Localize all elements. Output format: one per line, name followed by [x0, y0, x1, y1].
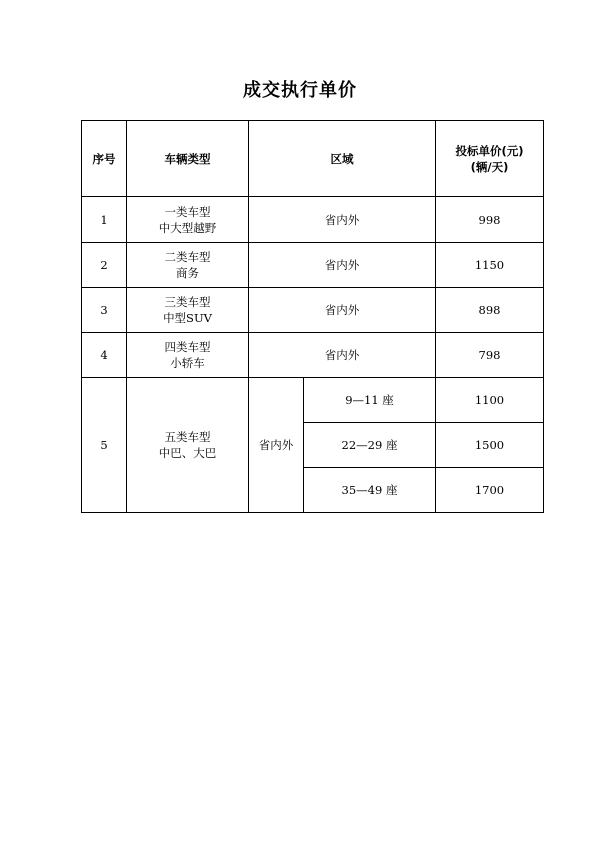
- vehicle-type-line2: 小轿车: [170, 356, 205, 370]
- price-table: [81, 120, 544, 513]
- row-price: 798: [436, 333, 544, 378]
- row-vehicle-type: [127, 333, 249, 378]
- row-price: 1700: [436, 468, 544, 513]
- row-index: 2: [82, 243, 127, 288]
- table-row: [82, 288, 544, 333]
- header-vehicle-type: 车辆类型: [127, 121, 249, 197]
- page-title: 成交执行单价: [243, 80, 357, 101]
- row-vehicle-type: [127, 197, 249, 243]
- vehicle-type-line2: 中巴、大巴: [158, 446, 217, 460]
- seat-range: 9—11 座: [304, 378, 436, 423]
- table-row: [82, 197, 544, 243]
- row-region: 省内外: [249, 197, 436, 243]
- row-price: 1100: [436, 378, 544, 423]
- table-row: [82, 378, 544, 423]
- row-price: 1150: [436, 243, 544, 288]
- row-index: 3: [82, 288, 127, 333]
- row-region: 省内外: [249, 333, 436, 378]
- seat-range: 35—49 座: [304, 468, 436, 513]
- row-index: 1: [82, 197, 127, 243]
- table-row: [82, 243, 544, 288]
- row-region: 省内外: [249, 288, 436, 333]
- group-region: 省内外: [249, 378, 304, 513]
- vehicle-type-line1: 三类车型: [164, 295, 211, 309]
- group-index: 5: [82, 378, 127, 513]
- row-region: 省内外: [249, 243, 436, 288]
- table-header-row: [82, 121, 544, 197]
- vehicle-type-line1: 四类车型: [164, 340, 211, 354]
- row-price: 1500: [436, 423, 544, 468]
- vehicle-type-line1: 五类车型: [164, 430, 211, 444]
- row-vehicle-type: [127, 288, 249, 333]
- vehicle-type-line1: 一类车型: [164, 204, 211, 219]
- header-price-line2: (辆/天): [470, 159, 509, 174]
- header-price: [436, 121, 544, 197]
- group-vehicle-type: [127, 378, 249, 513]
- header-price-line1: 投标单价(元): [455, 143, 524, 158]
- header-region: 区域: [249, 121, 436, 197]
- vehicle-type-line2: 商务: [176, 266, 199, 280]
- vehicle-type-line1: 二类车型: [164, 250, 211, 264]
- row-price: 898: [436, 288, 544, 333]
- seat-range: 22—29 座: [304, 423, 436, 468]
- header-index: 序号: [82, 121, 127, 197]
- row-vehicle-type: [127, 243, 249, 288]
- table-row: [82, 333, 544, 378]
- vehicle-type-line2: 中大型越野: [158, 220, 217, 235]
- row-index: 4: [82, 333, 127, 378]
- vehicle-type-line2: 中型SUV: [163, 311, 212, 325]
- row-price: 998: [436, 197, 544, 243]
